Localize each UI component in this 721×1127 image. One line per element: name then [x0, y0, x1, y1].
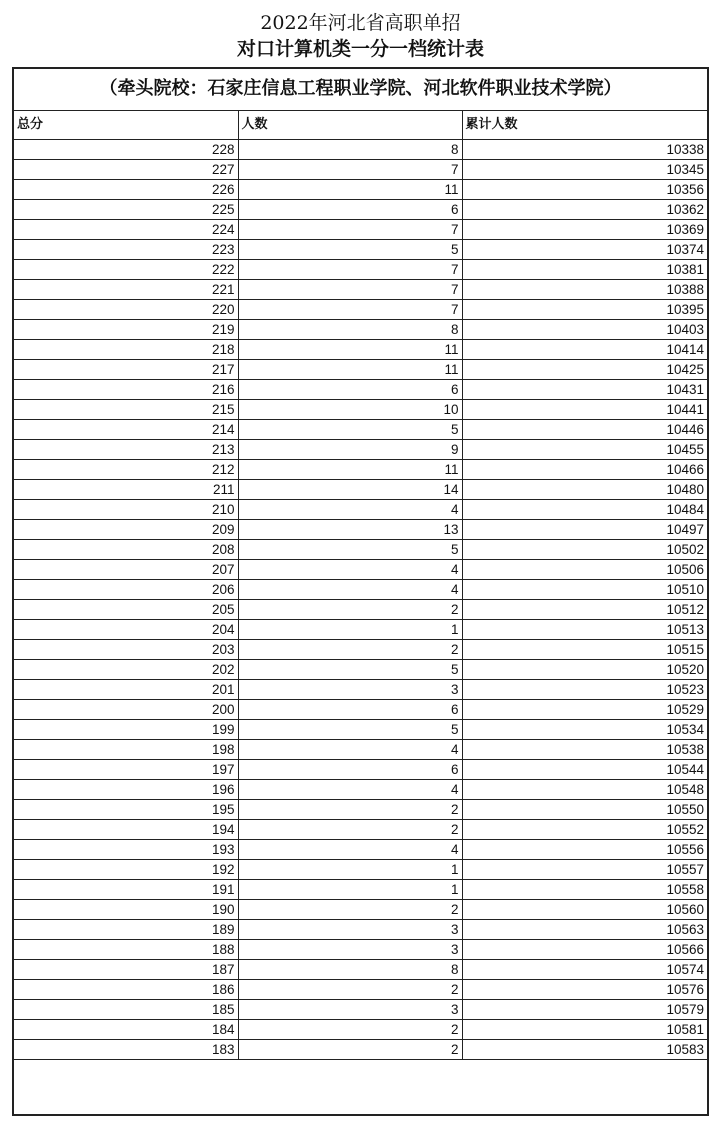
table-row	[14, 879, 707, 899]
table-row	[14, 919, 707, 939]
score-cell: 202	[14, 659, 238, 679]
score-cell: 185	[14, 999, 238, 1019]
cumulative-cell: 10374	[462, 239, 707, 259]
table-header-row	[14, 111, 707, 139]
score-cell: 227	[14, 159, 238, 179]
score-cell: 188	[14, 939, 238, 959]
cumulative-cell: 10558	[462, 879, 707, 899]
score-cell: 207	[14, 559, 238, 579]
count-cell: 4	[238, 839, 462, 859]
table-row	[14, 479, 707, 499]
table-row	[14, 459, 707, 479]
score-cell: 210	[14, 499, 238, 519]
cumulative-cell: 10381	[462, 259, 707, 279]
score-cell: 228	[14, 139, 238, 159]
score-cell: 219	[14, 319, 238, 339]
score-cell: 214	[14, 419, 238, 439]
count-cell: 7	[238, 299, 462, 319]
cumulative-cell: 10548	[462, 779, 707, 799]
table-row	[14, 679, 707, 699]
score-cell: 203	[14, 639, 238, 659]
count-cell: 5	[238, 659, 462, 679]
table-row	[14, 299, 707, 319]
cumulative-cell: 10556	[462, 839, 707, 859]
table-row	[14, 579, 707, 599]
cumulative-cell: 10484	[462, 499, 707, 519]
table-row	[14, 319, 707, 339]
cumulative-cell: 10446	[462, 419, 707, 439]
score-cell: 193	[14, 839, 238, 859]
cumulative-cell: 10523	[462, 679, 707, 699]
cumulative-cell: 10552	[462, 819, 707, 839]
table-row	[14, 979, 707, 999]
score-cell: 226	[14, 179, 238, 199]
score-cell: 208	[14, 539, 238, 559]
count-cell: 2	[238, 1019, 462, 1039]
cumulative-cell: 10515	[462, 639, 707, 659]
count-cell: 6	[238, 759, 462, 779]
score-cell: 216	[14, 379, 238, 399]
cumulative-cell: 10497	[462, 519, 707, 539]
score-cell: 195	[14, 799, 238, 819]
table-row	[14, 559, 707, 579]
count-cell: 11	[238, 339, 462, 359]
score-cell: 224	[14, 219, 238, 239]
score-cell: 220	[14, 299, 238, 319]
count-cell: 2	[238, 639, 462, 659]
cumulative-cell: 10581	[462, 1019, 707, 1039]
count-cell: 6	[238, 199, 462, 219]
score-cell: 222	[14, 259, 238, 279]
table-row	[14, 439, 707, 459]
table-row	[14, 779, 707, 799]
count-cell: 7	[238, 279, 462, 299]
count-cell: 14	[238, 479, 462, 499]
score-cell: 212	[14, 459, 238, 479]
cumulative-cell: 10510	[462, 579, 707, 599]
score-cell: 211	[14, 479, 238, 499]
count-cell: 2	[238, 899, 462, 919]
cumulative-cell: 10513	[462, 619, 707, 639]
score-cell: 217	[14, 359, 238, 379]
score-cell: 192	[14, 859, 238, 879]
cumulative-cell: 10466	[462, 459, 707, 479]
score-table-frame	[12, 67, 709, 1116]
table-row	[14, 399, 707, 419]
score-cell: 209	[14, 519, 238, 539]
cumulative-cell: 10538	[462, 739, 707, 759]
count-cell: 8	[238, 139, 462, 159]
table-row	[14, 599, 707, 619]
cumulative-cell: 10338	[462, 139, 707, 159]
count-cell: 2	[238, 799, 462, 819]
score-cell: 223	[14, 239, 238, 259]
table-row	[14, 339, 707, 359]
header-total-score: 总分	[14, 111, 238, 139]
cumulative-cell: 10560	[462, 899, 707, 919]
count-cell: 9	[238, 439, 462, 459]
cumulative-cell: 10356	[462, 179, 707, 199]
table-row	[14, 699, 707, 719]
count-cell: 7	[238, 159, 462, 179]
cumulative-cell: 10403	[462, 319, 707, 339]
count-cell: 2	[238, 1039, 462, 1059]
cumulative-cell: 10395	[462, 299, 707, 319]
count-cell: 5	[238, 419, 462, 439]
table-row	[14, 859, 707, 879]
table-row	[14, 419, 707, 439]
count-cell: 1	[238, 879, 462, 899]
cumulative-cell: 10506	[462, 559, 707, 579]
table-row	[14, 379, 707, 399]
count-cell: 4	[238, 579, 462, 599]
table-row	[14, 799, 707, 819]
cumulative-cell: 10583	[462, 1039, 707, 1059]
cumulative-cell: 10431	[462, 379, 707, 399]
table-row	[14, 759, 707, 779]
score-cell: 194	[14, 819, 238, 839]
count-cell: 8	[238, 959, 462, 979]
count-cell: 10	[238, 399, 462, 419]
table-row	[14, 739, 707, 759]
table-row	[14, 1039, 707, 1059]
count-cell: 3	[238, 919, 462, 939]
cumulative-cell: 10529	[462, 699, 707, 719]
cumulative-cell: 10388	[462, 279, 707, 299]
table-row	[14, 199, 707, 219]
cumulative-cell: 10566	[462, 939, 707, 959]
table-row	[14, 619, 707, 639]
cumulative-cell: 10520	[462, 659, 707, 679]
table-row	[14, 139, 707, 159]
lead-institutions-note: （牵头院校：石家庄信息工程职业学院、河北软件职业技术学院）	[14, 69, 707, 111]
score-cell: 187	[14, 959, 238, 979]
table-row	[14, 279, 707, 299]
score-cell: 218	[14, 339, 238, 359]
cumulative-cell: 10557	[462, 859, 707, 879]
table-row	[14, 159, 707, 179]
cumulative-cell: 10574	[462, 959, 707, 979]
table-row	[14, 359, 707, 379]
count-cell: 5	[238, 719, 462, 739]
table-row	[14, 179, 707, 199]
table-row	[14, 1019, 707, 1039]
score-cell: 221	[14, 279, 238, 299]
count-cell: 2	[238, 979, 462, 999]
count-cell: 5	[238, 239, 462, 259]
score-cell: 184	[14, 1019, 238, 1039]
score-distribution-table	[14, 111, 707, 1060]
count-cell: 2	[238, 819, 462, 839]
cumulative-cell: 10441	[462, 399, 707, 419]
table-row	[14, 899, 707, 919]
count-cell: 6	[238, 699, 462, 719]
header-count: 人数	[238, 111, 462, 139]
score-cell: 191	[14, 879, 238, 899]
score-cell: 205	[14, 599, 238, 619]
cumulative-cell: 10512	[462, 599, 707, 619]
cumulative-cell: 10362	[462, 199, 707, 219]
table-row	[14, 259, 707, 279]
cumulative-cell: 10563	[462, 919, 707, 939]
cumulative-cell: 10414	[462, 339, 707, 359]
score-cell: 190	[14, 899, 238, 919]
count-cell: 2	[238, 599, 462, 619]
cumulative-cell: 10369	[462, 219, 707, 239]
score-cell: 201	[14, 679, 238, 699]
table-row	[14, 959, 707, 979]
table-body	[14, 139, 707, 1059]
score-cell: 186	[14, 979, 238, 999]
table-row	[14, 519, 707, 539]
cumulative-cell: 10480	[462, 479, 707, 499]
score-cell: 215	[14, 399, 238, 419]
cumulative-cell: 10550	[462, 799, 707, 819]
table-row	[14, 239, 707, 259]
document-subtitle-title: 对口计算机类一分一档统计表	[236, 38, 484, 60]
cumulative-cell: 10502	[462, 539, 707, 559]
count-cell: 1	[238, 859, 462, 879]
document-title: 2022年河北省高职单招	[260, 12, 461, 34]
score-cell: 200	[14, 699, 238, 719]
score-cell: 196	[14, 779, 238, 799]
count-cell: 3	[238, 939, 462, 959]
count-cell: 11	[238, 359, 462, 379]
cumulative-cell: 10579	[462, 999, 707, 1019]
header-cumulative-count: 累计人数	[462, 111, 707, 139]
count-cell: 4	[238, 559, 462, 579]
score-cell: 197	[14, 759, 238, 779]
score-cell: 189	[14, 919, 238, 939]
count-cell: 6	[238, 379, 462, 399]
count-cell: 7	[238, 219, 462, 239]
table-row	[14, 499, 707, 519]
count-cell: 11	[238, 179, 462, 199]
table-row	[14, 939, 707, 959]
table-row	[14, 999, 707, 1019]
score-cell: 204	[14, 619, 238, 639]
score-cell: 183	[14, 1039, 238, 1059]
table-row	[14, 659, 707, 679]
count-cell: 3	[238, 999, 462, 1019]
count-cell: 5	[238, 539, 462, 559]
score-cell: 213	[14, 439, 238, 459]
cumulative-cell: 10345	[462, 159, 707, 179]
score-cell: 206	[14, 579, 238, 599]
score-cell: 225	[14, 199, 238, 219]
count-cell: 4	[238, 499, 462, 519]
count-cell: 1	[238, 619, 462, 639]
score-cell: 198	[14, 739, 238, 759]
cumulative-cell: 10534	[462, 719, 707, 739]
count-cell: 8	[238, 319, 462, 339]
table-row	[14, 539, 707, 559]
table-row	[14, 219, 707, 239]
count-cell: 4	[238, 779, 462, 799]
count-cell: 13	[238, 519, 462, 539]
cumulative-cell: 10455	[462, 439, 707, 459]
count-cell: 11	[238, 459, 462, 479]
cumulative-cell: 10425	[462, 359, 707, 379]
count-cell: 3	[238, 679, 462, 699]
table-row	[14, 719, 707, 739]
cumulative-cell: 10576	[462, 979, 707, 999]
score-cell: 199	[14, 719, 238, 739]
count-cell: 4	[238, 739, 462, 759]
count-cell: 7	[238, 259, 462, 279]
table-row	[14, 639, 707, 659]
table-row	[14, 839, 707, 859]
cumulative-cell: 10544	[462, 759, 707, 779]
table-row	[14, 819, 707, 839]
